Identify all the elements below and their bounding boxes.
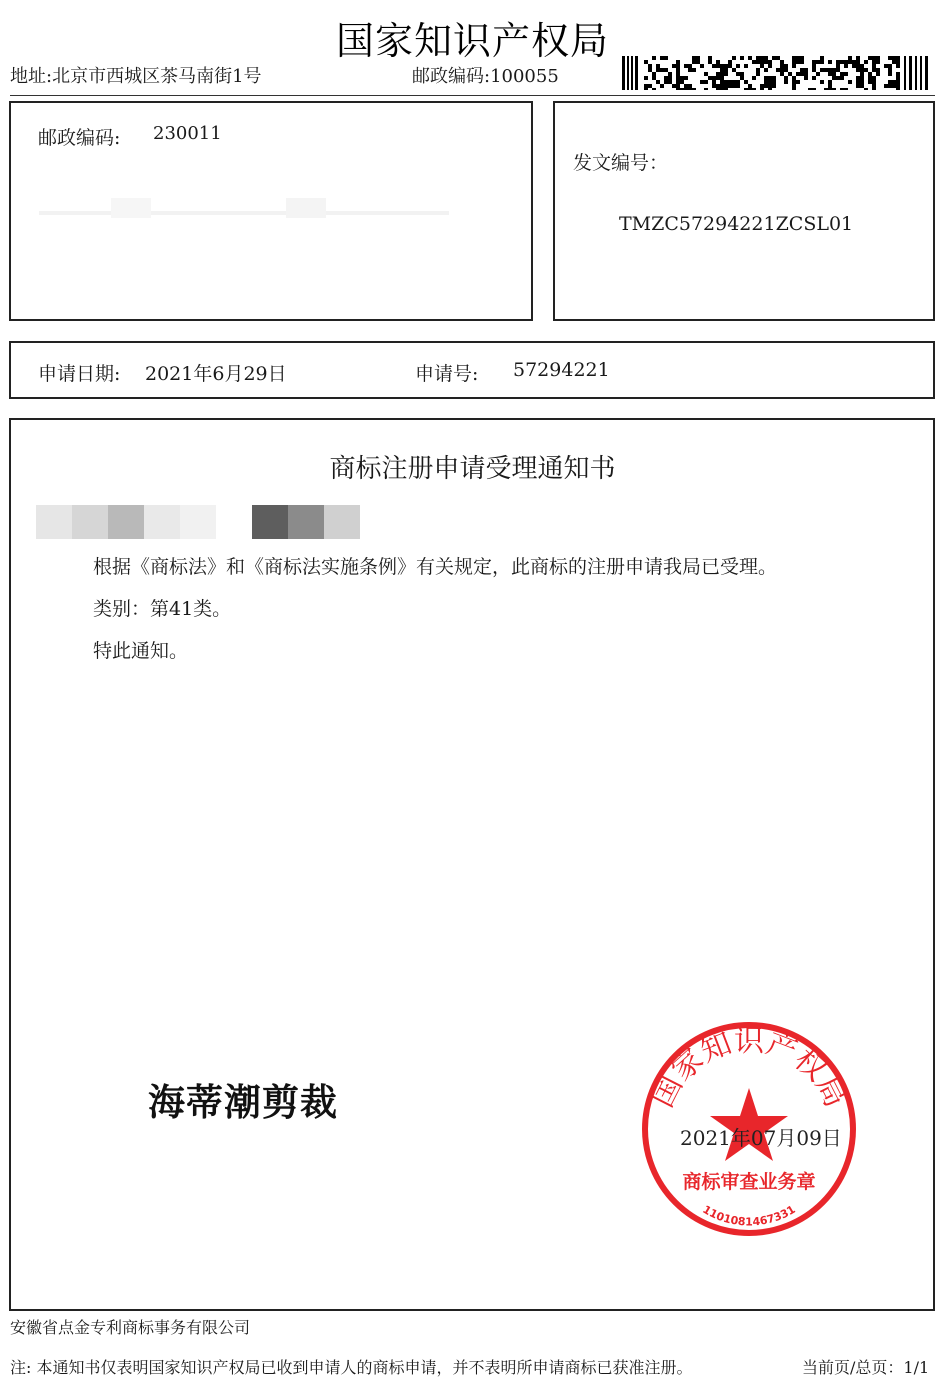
footer-note: 注: 本通知书仅表明国家知识产权局已收到申请人的商标申请，并不表明所申请商标已获准注册。: [10, 1358, 693, 1377]
doc-number-label: 发文编号：: [573, 152, 669, 174]
doc-number-box: [553, 101, 935, 321]
barcode: [622, 56, 930, 90]
redacted-block: [111, 198, 151, 218]
application-number-label: 申请号:: [415, 363, 479, 385]
application-date-label: 申请日期:: [38, 363, 121, 385]
page-title: 国家知识产权局: [335, 19, 609, 63]
redacted-address: [39, 211, 449, 215]
redacted-block: [286, 198, 326, 218]
office-address: 地址:北京市西城区茶马南街1号: [10, 66, 262, 87]
seal-serial: 1101081467331: [700, 1202, 798, 1229]
seal-bottom-text: 商标审查业务章: [682, 1171, 816, 1193]
notice-paragraph-2: 类别：第41类。: [93, 598, 232, 620]
redacted-applicant: [36, 505, 366, 539]
agency-name: 安徽省点金专利商标事务有限公司: [10, 1318, 251, 1337]
office-postcode: 邮政编码:100055: [412, 66, 559, 87]
recipient-box: [9, 101, 533, 321]
notice-title: 商标注册申请受理通知书: [329, 454, 616, 484]
issue-date: 2021年07月09日: [680, 1126, 842, 1150]
notice-paragraph-3: 特此通知。: [93, 640, 189, 662]
notice-paragraph-1: 根据《商标法》和《商标法实施条例》有关规定，此商标的注册申请我局已受理。: [93, 556, 778, 578]
doc-number-value: TMZC57294221ZCSL01: [619, 213, 854, 235]
application-date-value: 2021年6月29日: [145, 363, 287, 385]
application-number-value: 57294221: [513, 359, 610, 381]
trademark-name: 海蒂潮剪裁: [148, 1081, 338, 1124]
page-indicator: 当前页/总页：1/1: [802, 1358, 930, 1377]
recipient-postcode-value: 230011: [153, 123, 222, 144]
seal-top-text: 国家知识产权局: [645, 1024, 853, 1114]
header-rule: [10, 95, 935, 96]
application-box: [9, 341, 935, 399]
recipient-postcode-label: 邮政编码:: [38, 127, 121, 149]
